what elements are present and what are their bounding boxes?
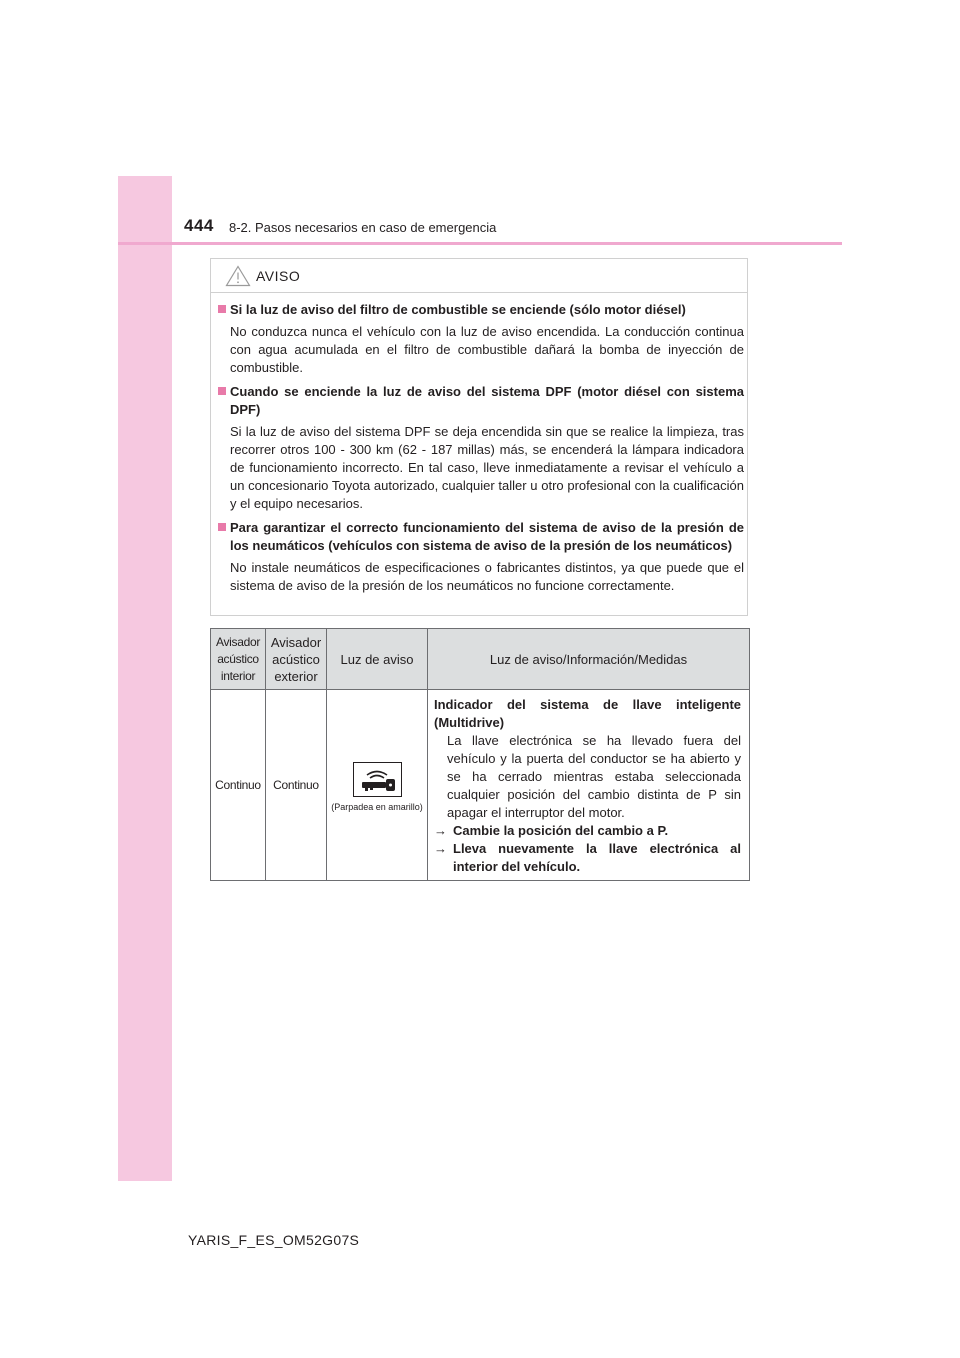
action-text: Cambie la posición del cambio a P. [453,823,669,838]
info-title: Indicador del sistema de llave inteligente (Multidrive) [434,697,741,730]
warning-box [210,258,748,616]
warning-item [218,519,744,595]
arrow-icon: → [434,841,447,856]
table-row [211,690,750,881]
header-divider [118,242,842,245]
warning-item-title: Para garantizar el correcto funcionamiento del sistema de aviso de la presión de los neumáticos (vehículos con sistema de aviso de la presión de los neumáticos) [230,520,744,553]
warning-item-text: No conduzca nunca el vehículo con la luz de aviso encendida. La conducción continua con agua acumulada en el filtro de combustible dañará la bomba de inyección de combustible. [230,324,744,375]
warning-item [218,301,744,377]
warning-item-heading [218,301,744,319]
warning-item-text: Si la luz de aviso del sistema DPF se deja encendida sin que se realice la limpieza, tras recorrer otros 100 - 300 km (62 - 187 millas) más, se encenderá la lámpara indicadora de funcionamiento incorrecto. En tal caso, lleve inmediatamente a revisar el vehículo a un concesionario Toyota autorizado, cualquier taller u otro profesional con la cualificación y el equipo necesarios. [230,424,744,511]
warning-item-title: Si la luz de aviso del filtro de combustible se enciende (sólo motor diésel) [230,302,686,317]
info-description: La llave electrónica se ha llevado fuera del vehículo y la puerta del conductor se ha abierto y se ha cerrado mientras estaba seleccionada cualquier posición del cambio distinta de P sin apagar el interruptor del motor. [447,733,741,820]
action-item [434,822,741,840]
warning-divider [211,292,747,293]
warning-header [225,264,300,288]
warning-item-heading [218,519,744,555]
action-item [434,840,741,876]
warning-body [218,299,744,601]
warning-item-heading [218,383,744,419]
lamp-note: (Parpadea en amarillo) [331,802,423,812]
smart-key-indicator-icon [353,762,402,797]
header-exterior-buzzer: Avisador acústico exterior [266,629,327,690]
warning-item [218,383,744,513]
cell-warning-light [327,690,428,881]
arrow-icon: → [434,823,447,838]
warning-lamp-table [210,628,750,881]
bullet-square-icon [218,387,226,395]
bullet-square-icon [218,523,226,531]
page-number: 444 [184,216,214,235]
key-symbol-icon [354,763,401,796]
side-color-band [118,176,172,1181]
cell-exterior-buzzer: Continuo [266,690,327,881]
warning-label: AVISO [256,268,301,284]
action-text: Lleva nuevamente la llave electrónica al interior del vehículo. [453,841,741,874]
table-header-row [211,629,750,690]
document-code: YARIS_F_ES_OM52G07S [188,1232,360,1248]
header-warning-light: Luz de aviso [327,629,428,690]
header-info-measures: Luz de aviso/Información/Medidas [428,629,750,690]
cell-info [428,690,750,881]
section-title: 8-2. Pasos necesarios en caso de emergencia [229,220,497,235]
header-interior-buzzer: Avisador acústico interior [211,629,266,690]
cell-interior-buzzer: Continuo [211,690,266,881]
warning-triangle-icon [225,265,251,287]
warning-item-text: No instale neumáticos de especificaciones o fabricantes distintos, ya que puede que el sistema de aviso de la presión de los neumáticos no funcione correctamente. [230,560,744,593]
bullet-square-icon [218,305,226,313]
warning-item-title: Cuando se enciende la luz de aviso del sistema DPF (motor diésel con sistema DPF) [230,384,744,417]
